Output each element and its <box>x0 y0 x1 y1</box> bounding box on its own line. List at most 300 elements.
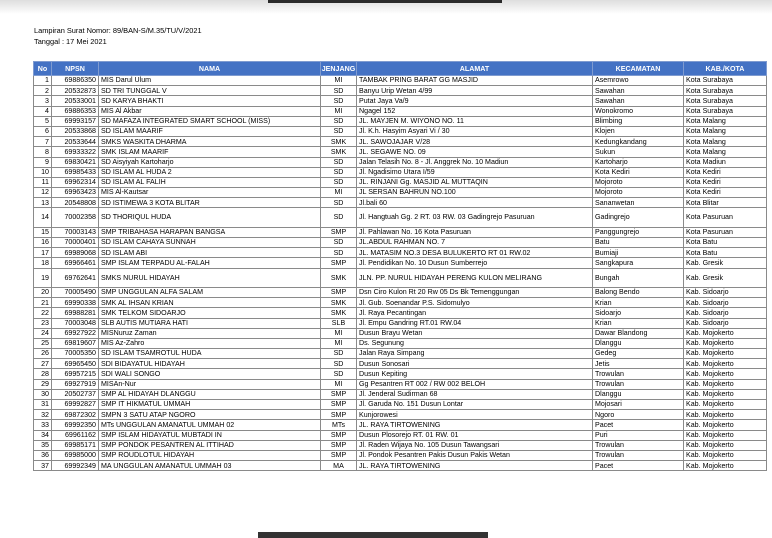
cell-kecamatan: Bungah <box>593 268 684 287</box>
cell-no: 33 <box>34 420 52 430</box>
cell-jenjang: SMK <box>321 298 357 308</box>
cell-alamat: JL. RINJANI Gg. MASJID AL MUTTAQIN <box>357 177 593 187</box>
cell-kecamatan: Panggungrejo <box>593 227 684 237</box>
cell-nama: SD ISLAM TSAMROTUL HUDA <box>99 349 321 359</box>
cell-nama: SMKS WASKITA DHARMA <box>99 137 321 147</box>
cell-npsn: 69992349 <box>52 461 99 471</box>
cell-no: 2 <box>34 86 52 96</box>
cell-kecamatan: Pacet <box>593 461 684 471</box>
cell-npsn: 70003048 <box>52 318 99 328</box>
cell-nama: MIS Al Akbar <box>99 106 321 116</box>
cell-no: 35 <box>34 440 52 450</box>
cell-kecamatan: Sawahan <box>593 96 684 106</box>
cell-kecamatan: Wonokromo <box>593 106 684 116</box>
cell-npsn: 69927922 <box>52 328 99 338</box>
cell-nama: MTs UNGGULAN AMANATUL UMMAH 02 <box>99 420 321 430</box>
cell-no: 36 <box>34 450 52 460</box>
cell-npsn: 69985433 <box>52 167 99 177</box>
cell-kecamatan: Balong Bendo <box>593 287 684 297</box>
cell-kecamatan: Sawahan <box>593 86 684 96</box>
cell-no: 3 <box>34 96 52 106</box>
table-row <box>34 430 767 440</box>
cell-alamat: Dsn Ciro Kulon Rt 20 Rw 05 Ds Bk Temenggungan <box>357 287 593 297</box>
cell-npsn: 70003143 <box>52 227 99 237</box>
cell-jenjang: SMK <box>321 268 357 287</box>
letter-date: Tanggal : 17 Mei 2021 <box>34 37 107 46</box>
cell-kab-kota: Kab. Sidoarjo <box>684 308 767 318</box>
cell-jenjang: SD <box>321 86 357 96</box>
cell-kab-kota: Kab. Mojokerto <box>684 359 767 369</box>
cell-nama: SMK AL IHSAN KRIAN <box>99 298 321 308</box>
cell-kab-kota: Kota Madiun <box>684 157 767 167</box>
cell-no: 26 <box>34 349 52 359</box>
cell-nama: SD MAFAZA INTEGRATED SMART SCHOOL (MISS) <box>99 116 321 126</box>
cell-alamat: Banyu Urip Wetan 4/99 <box>357 86 593 96</box>
cell-nama: MIS Al-Kautsar <box>99 188 321 198</box>
cell-npsn: 69830421 <box>52 157 99 167</box>
cell-no: 24 <box>34 328 52 338</box>
cell-kecamatan: Trowulan <box>593 450 684 460</box>
cell-nama: SD ISTIMEWA 3 KOTA BLITAR <box>99 198 321 208</box>
cell-alamat: JL SERSAN BAHRUN NO.100 <box>357 188 593 198</box>
cell-jenjang: SD <box>321 177 357 187</box>
cell-jenjang: MI <box>321 106 357 116</box>
table-row <box>34 147 767 157</box>
cell-no: 17 <box>34 248 52 258</box>
table-row <box>34 248 767 258</box>
cell-nama: SMP IT HIKMATUL UMMAH <box>99 400 321 410</box>
cell-kab-kota: Kab. Mojokerto <box>684 450 767 460</box>
table-row <box>34 268 767 287</box>
cell-no: 23 <box>34 318 52 328</box>
cell-alamat: Putat Jaya Va/9 <box>357 96 593 106</box>
cell-no: 25 <box>34 338 52 348</box>
cell-no: 30 <box>34 389 52 399</box>
cell-no: 18 <box>34 258 52 268</box>
top-dark-bar <box>268 0 502 3</box>
cell-jenjang: SLB <box>321 318 357 328</box>
cell-npsn: 69966461 <box>52 258 99 268</box>
cell-npsn: 69985171 <box>52 440 99 450</box>
cell-kecamatan: Kartoharjo <box>593 157 684 167</box>
cell-no: 11 <box>34 177 52 187</box>
cell-jenjang: MI <box>321 328 357 338</box>
cell-nama: SMP PONDOK PESANTREN AL ITTIHAD <box>99 440 321 450</box>
cell-kecamatan: Mojoroto <box>593 188 684 198</box>
table-row <box>34 76 767 86</box>
cell-kecamatan: Klojen <box>593 126 684 136</box>
cell-kecamatan: Mojoroto <box>593 177 684 187</box>
cell-kab-kota: Kab. Mojokerto <box>684 400 767 410</box>
cell-jenjang: SMK <box>321 137 357 147</box>
cell-nama: SMP UNGGULAN ALFA SALAM <box>99 287 321 297</box>
cell-nama: MISAn-Nur <box>99 379 321 389</box>
cell-kab-kota: Kota Kediri <box>684 177 767 187</box>
cell-npsn: 69992350 <box>52 420 99 430</box>
cell-jenjang: MI <box>321 188 357 198</box>
cell-alamat: JL. SAWOJAJAR V/28 <box>357 137 593 147</box>
cell-jenjang: SD <box>321 167 357 177</box>
cell-nama: SD KARYA BHAKTI <box>99 96 321 106</box>
cell-alamat: Jl. Jenderal Sudirman 68 <box>357 389 593 399</box>
cell-no: 15 <box>34 227 52 237</box>
cell-no: 14 <box>34 208 52 227</box>
cell-jenjang: SMP <box>321 400 357 410</box>
cell-jenjang: SMK <box>321 147 357 157</box>
cell-no: 27 <box>34 359 52 369</box>
cell-npsn: 69927919 <box>52 379 99 389</box>
cell-kab-kota: Kota Pasuruan <box>684 208 767 227</box>
cell-kecamatan: Kedungkandang <box>593 137 684 147</box>
cell-kab-kota: Kota Pasuruan <box>684 227 767 237</box>
cell-npsn: 69872302 <box>52 410 99 420</box>
cell-jenjang: SMP <box>321 430 357 440</box>
cell-no: 10 <box>34 167 52 177</box>
cell-no: 1 <box>34 76 52 86</box>
cell-npsn: 69886350 <box>52 76 99 86</box>
cell-kecamatan: Blimbing <box>593 116 684 126</box>
cell-npsn: 20533001 <box>52 96 99 106</box>
cell-npsn: 69957215 <box>52 369 99 379</box>
cell-nama: SD ISLAM CAHAYA SUNNAH <box>99 238 321 248</box>
cell-kab-kota: Kab. Mojokerto <box>684 369 767 379</box>
table-row <box>34 238 767 248</box>
cell-nama: SMP AL HIDAYAH DLANGGU <box>99 389 321 399</box>
cell-no: 32 <box>34 410 52 420</box>
cell-alamat: Dusun Sonosari <box>357 359 593 369</box>
table-row <box>34 106 767 116</box>
cell-jenjang: SMP <box>321 227 357 237</box>
cell-jenjang: MA <box>321 461 357 471</box>
table-row <box>34 208 767 227</box>
cell-npsn: 20548808 <box>52 198 99 208</box>
cell-alamat: Jl.bali 60 <box>357 198 593 208</box>
cell-alamat: Jl. Hangtuah Gg. 2 RT. 03 RW. 03 Gadingrejo Pasuruan <box>357 208 593 227</box>
cell-no: 31 <box>34 400 52 410</box>
cell-npsn: 20502737 <box>52 389 99 399</box>
table-row <box>34 258 767 268</box>
cell-alamat: Dusun Brayu Wetan <box>357 328 593 338</box>
cell-no: 19 <box>34 268 52 287</box>
cell-alamat: JL. MAYJEN M. WIYONO NO. 11 <box>357 116 593 126</box>
cell-kab-kota: Kab. Mojokerto <box>684 410 767 420</box>
cell-alamat: Jl. Ngadisimo Utara I/59 <box>357 167 593 177</box>
cell-kecamatan: Gadingrejo <box>593 208 684 227</box>
cell-kecamatan: Jetis <box>593 359 684 369</box>
cell-jenjang: SMP <box>321 287 357 297</box>
table-row <box>34 420 767 430</box>
cell-kab-kota: Kab. Mojokerto <box>684 461 767 471</box>
cell-kab-kota: Kab. Mojokerto <box>684 389 767 399</box>
cell-kecamatan: Mojosari <box>593 400 684 410</box>
cell-no: 13 <box>34 198 52 208</box>
cell-alamat: Jalan Raya Simpang <box>357 349 593 359</box>
cell-kecamatan: Bumiaji <box>593 248 684 258</box>
cell-nama: SD TRI TUNGGAL V <box>99 86 321 96</box>
cell-kab-kota: Kab. Mojokerto <box>684 420 767 430</box>
cell-kab-kota: Kota Surabaya <box>684 106 767 116</box>
table-row <box>34 177 767 187</box>
cell-npsn: 69993157 <box>52 116 99 126</box>
cell-npsn: 69992827 <box>52 400 99 410</box>
cell-alamat: Ds. Segunung <box>357 338 593 348</box>
bottom-dark-bar <box>258 532 488 538</box>
cell-kecamatan: Sananwetan <box>593 198 684 208</box>
cell-kecamatan: Kota Kediri <box>593 167 684 177</box>
cell-jenjang: SD <box>321 116 357 126</box>
cell-no: 6 <box>34 126 52 136</box>
cell-alamat: Dusun Plosorejo RT. 01 RW. 01 <box>357 430 593 440</box>
cell-no: 22 <box>34 308 52 318</box>
cell-npsn: 69988281 <box>52 308 99 318</box>
document-header <box>34 25 202 47</box>
cell-no: 21 <box>34 298 52 308</box>
cell-jenjang: SMP <box>321 258 357 268</box>
cell-kab-kota: Kab. Gresik <box>684 268 767 287</box>
cell-kab-kota: Kota Blitar <box>684 198 767 208</box>
cell-nama: SD Aisyiyah Kartoharjo <box>99 157 321 167</box>
cell-npsn: 69989068 <box>52 248 99 258</box>
cell-nama: MISNuruz Zaman <box>99 328 321 338</box>
table-row <box>34 450 767 460</box>
cell-alamat: JL.ABDUL RAHMAN NO. 7 <box>357 238 593 248</box>
cell-no: 8 <box>34 147 52 157</box>
cell-kab-kota: Kab. Mojokerto <box>684 379 767 389</box>
cell-no: 4 <box>34 106 52 116</box>
cell-nama: MA UNGGULAN AMANATUL UMMAH 03 <box>99 461 321 471</box>
cell-jenjang: SD <box>321 157 357 167</box>
cell-nama: MIS Az-Zahro <box>99 338 321 348</box>
cell-kab-kota: Kota Kediri <box>684 188 767 198</box>
cell-alamat: Jalan Telasih No. 8 - Jl. Anggrek No. 10 Madiun <box>357 157 593 167</box>
cell-kecamatan: Sidoarjo <box>593 308 684 318</box>
cell-kab-kota: Kota Malang <box>684 147 767 157</box>
table-row <box>34 198 767 208</box>
cell-nama: SD ISLAM MAARIF <box>99 126 321 136</box>
cell-npsn: 69962314 <box>52 177 99 187</box>
cell-no: 12 <box>34 188 52 198</box>
cell-kecamatan: Trowulan <box>593 379 684 389</box>
table-row <box>34 188 767 198</box>
cell-npsn: 69762641 <box>52 268 99 287</box>
cell-kab-kota: Kab. Sidoarjo <box>684 298 767 308</box>
table-row <box>34 308 767 318</box>
table-row <box>34 96 767 106</box>
cell-alamat: Jl. Pondok Pesantren Pakis Dusun Pakis Wetan <box>357 450 593 460</box>
table-header-row <box>34 62 767 76</box>
cell-jenjang: SD <box>321 248 357 258</box>
table-row <box>34 369 767 379</box>
cell-jenjang: MTs <box>321 420 357 430</box>
cell-kab-kota: Kota Batu <box>684 248 767 258</box>
header-kecamatan: KECAMATAN <box>593 62 684 76</box>
table-row <box>34 227 767 237</box>
cell-nama: SD ISLAM ABI <box>99 248 321 258</box>
cell-npsn: 70002358 <box>52 208 99 227</box>
cell-jenjang: SD <box>321 359 357 369</box>
cell-kab-kota: Kab. Mojokerto <box>684 338 767 348</box>
cell-kecamatan: Dlanggu <box>593 389 684 399</box>
cell-kab-kota: Kota Malang <box>684 137 767 147</box>
cell-alamat: Gg Pesantren RT 002 / RW 002 BELOH <box>357 379 593 389</box>
cell-no: 5 <box>34 116 52 126</box>
header-npsn: NPSN <box>52 62 99 76</box>
cell-nama: SMP TRIBAHASA HARAPAN BANGSA <box>99 227 321 237</box>
cell-jenjang: MI <box>321 379 357 389</box>
table-row <box>34 338 767 348</box>
cell-jenjang: SMK <box>321 308 357 318</box>
cell-alamat: Dusun Kepiting <box>357 369 593 379</box>
cell-kab-kota: Kota Malang <box>684 126 767 136</box>
cell-jenjang: SD <box>321 208 357 227</box>
cell-no: 7 <box>34 137 52 147</box>
cell-jenjang: SMP <box>321 450 357 460</box>
cell-no: 34 <box>34 430 52 440</box>
table-row <box>34 410 767 420</box>
cell-nama: SMP ROUDLOTUL HIDAYAH <box>99 450 321 460</box>
cell-alamat: Jl. Empu Gandring RT.01 RW.04 <box>357 318 593 328</box>
table-row <box>34 157 767 167</box>
cell-jenjang: SD <box>321 369 357 379</box>
cell-nama: SMK TELKOM SIDOARJO <box>99 308 321 318</box>
cell-alamat: Jl. Pendidikan No. 10 Dusun Sumberrejo <box>357 258 593 268</box>
table-row <box>34 349 767 359</box>
cell-alamat: TAMBAK PRING BARAT GG MASJID <box>357 76 593 86</box>
cell-kecamatan: Batu <box>593 238 684 248</box>
table-row <box>34 86 767 96</box>
cell-kab-kota: Kota Surabaya <box>684 96 767 106</box>
cell-kecamatan: Ngoro <box>593 410 684 420</box>
table-row <box>34 328 767 338</box>
cell-nama: SMP ISLAM TERPADU AL-FALAH <box>99 258 321 268</box>
cell-no: 37 <box>34 461 52 471</box>
cell-kecamatan: Sangkapura <box>593 258 684 268</box>
cell-jenjang: MI <box>321 338 357 348</box>
cell-npsn: 20533644 <box>52 137 99 147</box>
cell-jenjang: SD <box>321 126 357 136</box>
cell-alamat: Jl. Raya Pecantingan <box>357 308 593 318</box>
cell-jenjang: SD <box>321 238 357 248</box>
table-row <box>34 389 767 399</box>
table-row <box>34 116 767 126</box>
cell-kab-kota: Kota Kediri <box>684 167 767 177</box>
header-kab-kota: KAB./KOTA <box>684 62 767 76</box>
cell-nama: SD THORIQUL HUDA <box>99 208 321 227</box>
cell-npsn: 69965450 <box>52 359 99 369</box>
cell-nama: SLB AUTIS MUTIARA HATI <box>99 318 321 328</box>
cell-jenjang: SMP <box>321 410 357 420</box>
cell-kab-kota: Kab. Sidoarjo <box>684 287 767 297</box>
cell-kab-kota: Kota Batu <box>684 238 767 248</box>
header-nama: NAMA <box>99 62 321 76</box>
cell-kecamatan: Trowulan <box>593 440 684 450</box>
cell-npsn: 69985000 <box>52 450 99 460</box>
cell-jenjang: MI <box>321 76 357 86</box>
cell-npsn: 20533868 <box>52 126 99 136</box>
cell-nama: SMK ISLAM MAARIF <box>99 147 321 157</box>
table-row <box>34 379 767 389</box>
table-row <box>34 359 767 369</box>
cell-kab-kota: Kota Surabaya <box>684 86 767 96</box>
cell-kab-kota: Kota Malang <box>684 116 767 126</box>
cell-alamat: JLN. PP. NURUL HIDAYAH PERENG KULON MELIRANG <box>357 268 593 287</box>
cell-npsn: 20532873 <box>52 86 99 96</box>
cell-kab-kota: Kab. Sidoarjo <box>684 318 767 328</box>
cell-jenjang: SMP <box>321 440 357 450</box>
cell-no: 29 <box>34 379 52 389</box>
cell-kab-kota: Kab. Mojokerto <box>684 430 767 440</box>
cell-nama: MIS Darul Ulum <box>99 76 321 86</box>
table-row <box>34 298 767 308</box>
cell-no: 28 <box>34 369 52 379</box>
table-body <box>34 76 767 471</box>
cell-no: 16 <box>34 238 52 248</box>
cell-alamat: Jl. K.h. Hasyim Asyari Vi / 30 <box>357 126 593 136</box>
cell-alamat: Jl. Pahlawan No. 16 Kota Pasuruan <box>357 227 593 237</box>
cell-alamat: JL. MATASIM NO.3 DESA BULUKERTO RT 01 RW.02 <box>357 248 593 258</box>
cell-nama: SMKS NURUL HIDAYAH <box>99 268 321 287</box>
cell-alamat: Jl. Raden Wijaya No. 105 Dusun Tawangsari <box>357 440 593 450</box>
cell-jenjang: SD <box>321 96 357 106</box>
cell-npsn: 69933322 <box>52 147 99 157</box>
cell-kecamatan: Sukun <box>593 147 684 157</box>
cell-kecamatan: Dawar Blandong <box>593 328 684 338</box>
cell-no: 20 <box>34 287 52 297</box>
cell-kecamatan: Krian <box>593 298 684 308</box>
table-row <box>34 440 767 450</box>
cell-alamat: Jl. Garuda No. 151 Dusun Lontar <box>357 400 593 410</box>
cell-kecamatan: Krian <box>593 318 684 328</box>
header-jenjang: JENJANG <box>321 62 357 76</box>
cell-alamat: JL. RAYA TIRTOWENING <box>357 420 593 430</box>
table-row <box>34 318 767 328</box>
cell-kecamatan: Puri <box>593 430 684 440</box>
cell-nama: SD ISLAM AL HUDA 2 <box>99 167 321 177</box>
cell-npsn: 69961162 <box>52 430 99 440</box>
cell-nama: SDI WALI SONGO <box>99 369 321 379</box>
cell-npsn: 69819607 <box>52 338 99 348</box>
school-list-table <box>33 61 767 471</box>
cell-npsn: 69886353 <box>52 106 99 116</box>
cell-jenjang: SD <box>321 198 357 208</box>
table-row <box>34 167 767 177</box>
cell-npsn: 69963423 <box>52 188 99 198</box>
table-row <box>34 287 767 297</box>
cell-npsn: 70005350 <box>52 349 99 359</box>
cell-nama: SDI BIDAYATUL HIDAYAH <box>99 359 321 369</box>
table-row <box>34 137 767 147</box>
table-row <box>34 461 767 471</box>
cell-nama: SD ISLAM AL FALIH <box>99 177 321 187</box>
cell-alamat: JL. SEGAWE NO. 09 <box>357 147 593 157</box>
cell-nama: SMP ISLAM HIDAYATUL MUBTADI IN <box>99 430 321 440</box>
cell-alamat: Kunjorowesi <box>357 410 593 420</box>
cell-alamat: JL. RAYA TIRTOWENING <box>357 461 593 471</box>
header-alamat: ALAMAT <box>357 62 593 76</box>
letter-number: Lampiran Surat Nomor: 89/BAN-S/M.35/TU/V/2021 <box>34 26 202 35</box>
cell-jenjang: SMP <box>321 389 357 399</box>
cell-npsn: 70000401 <box>52 238 99 248</box>
cell-kecamatan: Gedeg <box>593 349 684 359</box>
cell-kab-kota: Kab. Mojokerto <box>684 328 767 338</box>
table-row <box>34 400 767 410</box>
cell-kecamatan: Trowulan <box>593 369 684 379</box>
cell-kab-kota: Kab. Mojokerto <box>684 440 767 450</box>
cell-nama: SMPN 3 SATU ATAP NGORO <box>99 410 321 420</box>
cell-kab-kota: Kab. Gresik <box>684 258 767 268</box>
table-row <box>34 126 767 136</box>
cell-kecamatan: Pacet <box>593 420 684 430</box>
